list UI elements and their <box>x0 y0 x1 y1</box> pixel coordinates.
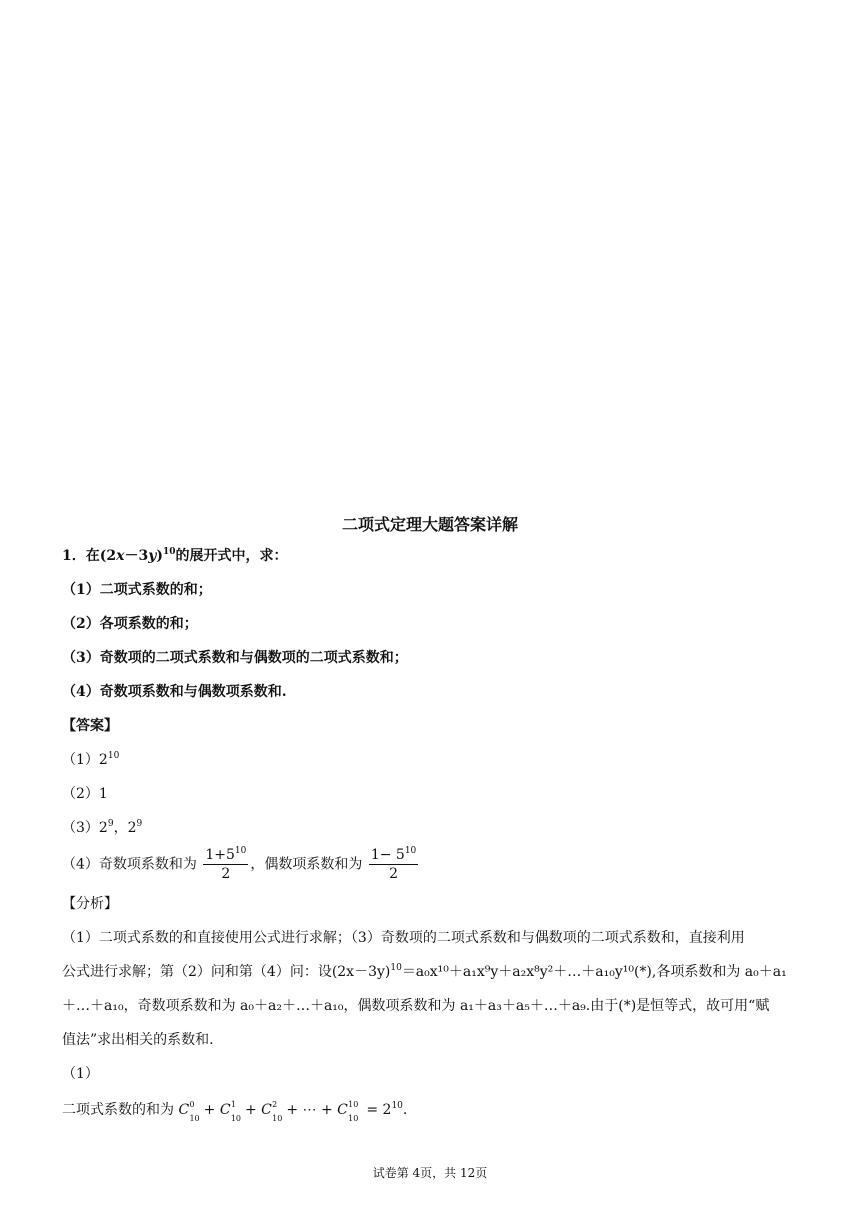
even-sum-fraction: $\frac{1- 5^{10}}{2}$ <box>370 846 417 882</box>
analysis-header: 【分析】 <box>62 896 118 912</box>
combination-term: C 10 10 <box>337 1100 359 1123</box>
answer-2: （2）1 <box>62 786 108 802</box>
combination-term: C 1 10 <box>219 1100 241 1123</box>
analysis-part-1-label: （1） <box>62 1066 99 1082</box>
combination-term: C 2 10 <box>261 1100 283 1123</box>
analysis-paragraph-2: 公式进行求解；第（2）问和第（4）问：设$(2x-3y)^{10}=a_0x^{10}+a_1x^9y+a_2x^8y^2+\dots+a_{10}y^{10}(*)$,各项系数和为 a₀＋a₁ <box>62 963 787 980</box>
analysis-paragraph-4: 值法”求出相关的系数和. <box>62 1032 214 1048</box>
odd-sum-fraction: $\frac{1+5^{10}}{2}$ <box>205 846 247 882</box>
question-part-2: （2）各项系数的和； <box>62 616 198 632</box>
question-part-1: （1）二项式系数的和； <box>62 582 212 598</box>
question-stem: 1．在$(2x-3y)^{10}$的展开式中，求： <box>62 547 288 564</box>
binomial-sum-formula: 二项式系数的和为 C 0 10 + C 1 10 + C 2 10 + ⋯ + C 10 10 = $2^{10}$. <box>62 1100 408 1123</box>
question-part-4: （4）奇数项系数和与偶数项系数和. <box>62 684 287 700</box>
analysis-paragraph-1: （1）二项式系数的和直接使用公式进行求解；（3）奇数项的二项式系数和与偶数项的二项式系数和，直接利用 <box>62 930 745 946</box>
answer-3: $(3)2^9$，$2^9$ <box>62 819 143 836</box>
page-title: 二项式定理大题答案详解 <box>341 515 518 534</box>
answer-header: 【答案】 <box>62 718 118 734</box>
answer-1: $(1)2^{10}$ <box>62 751 120 768</box>
combination-term: C 0 10 <box>178 1100 200 1123</box>
page-footer: 试卷第 4页，共 12页 <box>372 1166 488 1180</box>
question-part-3: （3）奇数项的二项式系数和与偶数项的二项式系数和； <box>62 650 408 666</box>
analysis-paragraph-3: ＋…＋a₁₀，奇数项系数和为 a₀＋a₂＋…＋a₁₀，偶数项系数和为 a₁＋a₃＋a₅＋…＋a₉.由于(*)是恒等式，故可用“赋 <box>62 998 770 1014</box>
answer-4: （4）奇数项系数和为 $\frac{1+5^{10}}{2}$ ，偶数项系数和为 $\frac{1- 5^{10}}{2}$ <box>62 846 417 882</box>
